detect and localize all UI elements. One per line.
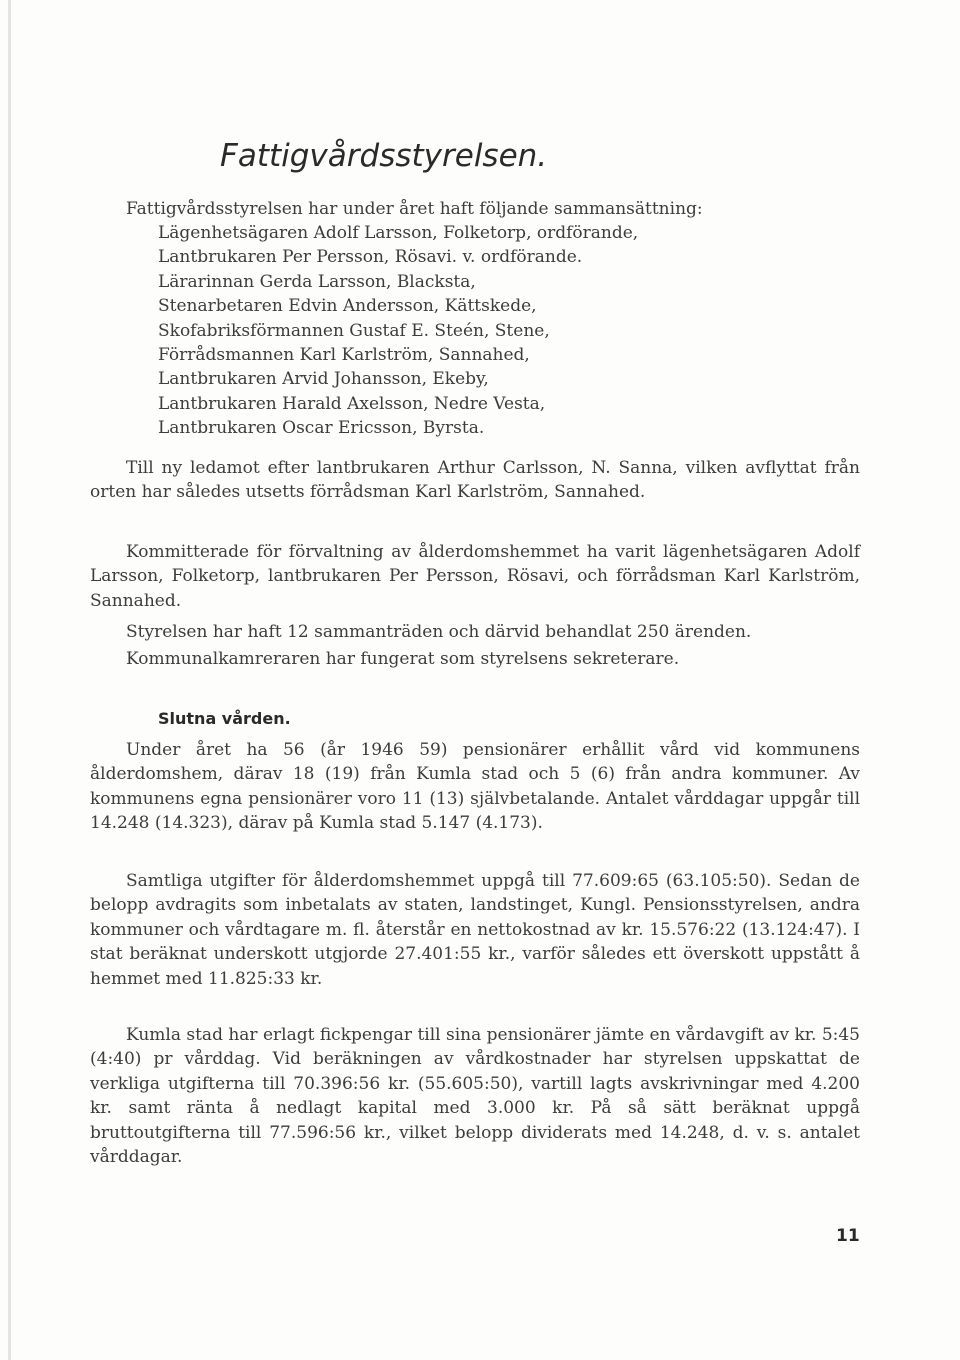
section-heading: Slutna vården. [158, 709, 291, 728]
paragraph-new-member: Till ny ledamot efter lantbrukaren Arthur Carlsson, N. Sanna, vilken avflyttat från orten har således utsetts förrådsman Karl Karlström, Sannahed. [90, 458, 860, 503]
paragraph-meetings: Styrelsen har haft 12 sammanträden och därvid behandlat 250 ärenden. [126, 622, 752, 642]
paragraph-expenses: Samtliga utgifter för ålderdomshemmet uppgå till 77.609:65 (63.105:50). Sedan de belopp avdragits som inbetalats av staten, landstinget, Kungl. Pensionsstyrelsen, andra kommuner och vårdtagare m. fl. återstår en nettokostnad av kr. 15.576:22 (13.124:47). I stat beräknat underskott utgjorde 27.401:55 kr., varför således ett överskott uppstått å hemmet med 11.825:33 kr. [90, 871, 860, 989]
member-item: Lantbrukaren Arvid Johansson, Ekeby, [158, 369, 489, 390]
paragraph-committee: Kommitterade för förvaltning av ålderdomshemmet ha varit lägenhetsägaren Adolf Larsson, Folketorp, lantbrukaren Per Persson, Rösavi, och förrådsman Karl Karlström, Sannahed. [90, 542, 860, 611]
member-item: Förrådsmannen Karl Karlström, Sannahed, [158, 345, 530, 366]
member-item: Lärarinnan Gerda Larsson, Blacksta, [158, 271, 476, 292]
intro-paragraph: Fattigvårdsstyrelsen har under året haft följande sammansättning: [126, 199, 703, 219]
member-list [90, 221, 860, 441]
member-item: Lantbrukaren Per Persson, Rösavi. v. ordförande. [158, 247, 583, 268]
paragraph-pensioners: Under året ha 56 (år 1946 59) pensionärer erhållit vård vid kommunens ålderdomshem, därav 18 (19) från Kumla stad och 5 (6) från andra kommuner. Av kommunens egna pensionärer voro 11 (13) självbetalande. Antalet vårddagar uppgår till 14.248 (14.323), därav på Kumla stad 5.147 (4.173). [90, 740, 860, 834]
scan-edge [8, 0, 11, 1360]
paragraph-secretary: Kommunalkamreraren har fungerat som styrelsens sekreterare. [126, 649, 680, 669]
member-item: Lägenhetsägaren Adolf Larsson, Folketorp, ordförande, [158, 223, 639, 243]
member-item: Stenarbetaren Edvin Andersson, Kättskede, [158, 296, 537, 317]
member-item: Skofabriksförmannen Gustaf E. Steén, Stene, [158, 320, 550, 341]
paragraph-kumla-stad: Kumla stad har erlagt fickpengar till sina pensionärer jämte en vårdavgift av kr. 5:45 (4:40) pr vårddag. Vid beräkningen av vårdkostnader har styrelsen uppskattat de verkliga utgifterna till 70.396:56 kr. (55.605:50), vartill lagts avskrivningar med 4.200 kr. samt ränta å nedlagt kapital med 3.000 kr. På så sätt beräknat uppgå bruttoutgifterna till 77.596:56 kr., vilket belopp dividerats med 14.248, d. v. s. antalet vårddagar. [90, 1025, 860, 1168]
page-number: 11 [836, 1226, 860, 1246]
member-item: Lantbrukaren Harald Axelsson, Nedre Vesta, [158, 393, 546, 414]
member-item: Lantbrukaren Oscar Ericsson, Byrsta. [158, 418, 485, 439]
page-title: Fattigvårdsstyrelsen. [220, 138, 548, 174]
